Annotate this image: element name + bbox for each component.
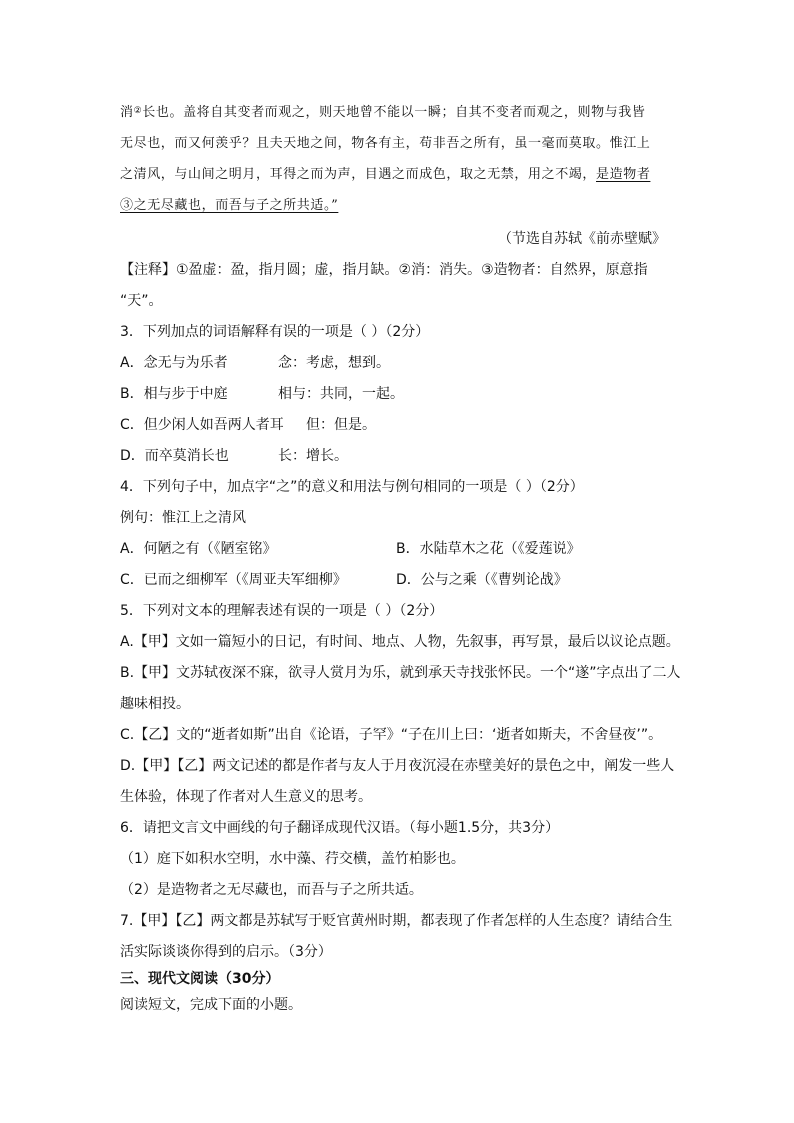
q3-option-a: A．念无与为乐者 [120, 355, 228, 371]
q4-option-b: B．水陆草木之花（《爱莲说》 [396, 541, 581, 557]
q5-option-b-line-2: 趣味相投。 [120, 696, 190, 712]
q6-sentence-2: （2）是造物者之无尽藏也，而吾与子之所共适。 [120, 882, 423, 898]
q3-option-d: D．而卒莫消长也 [120, 448, 229, 464]
passage-line-2: 无尽也，而又何羡乎？且夫天地之间，物各有主，苟非吾之所有，虽一毫而莫取。惟江上 [120, 136, 651, 151]
q6-sentence-1: （1）庭下如积水空明，水中藻、荇交横，盖竹柏影也。 [120, 851, 465, 867]
q5-option-b-line-1: B.【甲】文苏轼夜深不寐，欲寻人赏月为乐，就到承天寺找张怀民。一个“遂”字点出了二人 [120, 665, 681, 681]
section-3-title: 三、现代文阅读（30分） [120, 971, 280, 987]
section-3-instruction: 阅读短文，完成下面的小题。 [120, 997, 302, 1013]
source-citation: （节选自苏轼《前赤壁赋》 [498, 231, 666, 247]
q3-option-a-gloss: 念：考虑，想到。 [278, 355, 390, 371]
q4-option-c: C．已而之细柳军（《周亚夫军细柳》 [120, 572, 347, 588]
question-5-stem: 5．下列对文本的理解表述有误的一项是（ ）（2分） [120, 603, 444, 619]
q5-option-d-line-2: 生体验，体现了作者对人生意义的思考。 [120, 789, 372, 805]
q3-option-c-gloss: 但：但是。 [306, 417, 376, 433]
question-6-stem: 6．请把文言文中画线的句子翻译成现代汉语。（每小题1.5分，共3分） [120, 820, 560, 836]
q5-option-a: A.【甲】文如一篇短小的日记，有时间、地点、人物，先叙事，再写景，最后以议论点题。 [120, 634, 680, 650]
question-7-line-1: 7.【甲】【乙】两文都是苏轼写于贬官黄州时期，都表现了作者怎样的人生态度？请结合生 [120, 913, 673, 929]
passage-line-4: ③之无尽藏也，而吾与子之所共适。” [120, 198, 339, 213]
q4-example: 例句：惟江上之清风 [120, 510, 246, 526]
underlined-sentence: 是造物者 [596, 167, 651, 182]
q4-option-a: A．何陋之有（《陋室铭》 [120, 541, 277, 557]
passage-line-1: 消②长也。盖将自其变者而观之，则天地曾不能以一瞬；自其不变者而观之，则物与我皆 [120, 105, 646, 120]
question-4-stem: 4．下列句子中，加点字“之”的意义和用法与例句相同的一项是（ ）（2分） [120, 479, 584, 495]
q5-option-d-line-1: D.【甲】【乙】两文记述的都是作者与友人于月夜沉浸在赤壁美好的景色之中，阐发一些人 [120, 758, 675, 774]
footnote-marker-2: ② [133, 106, 143, 116]
q3-option-d-gloss: 长：增长。 [278, 448, 348, 464]
q5-option-c: C.【乙】文的“逝者如斯”出自《论语，子罕》“子在川上曰：‘逝者如斯夫，不舍昼夜’”。 [120, 727, 663, 743]
q3-option-b-gloss: 相与：共同，一起。 [278, 386, 404, 402]
question-7-line-2: 活实际谈谈你得到的启示。（3分） [120, 944, 332, 960]
passage-line-3: 之清风，与山间之明月，耳得之而为声，目遇之而成色，取之无禁，用之不竭，是造物者 [120, 167, 651, 182]
notes-line-1: 【注释】①盈虚：盈，指月圆；虚，指月缺。②消：消失。③造物者：自然界，原意指 [120, 262, 648, 278]
question-3-stem: 3．下列加点的词语解释有误的一项是（ ）（2分） [120, 324, 430, 340]
q3-option-b: B．相与步于中庭 [120, 386, 228, 402]
notes-line-2: “天”。 [120, 293, 163, 309]
q4-option-d: D．公与之乘（《曹刿论战》 [396, 572, 568, 588]
q3-option-c: C．但少闲人如吾两人者耳 [120, 417, 284, 433]
